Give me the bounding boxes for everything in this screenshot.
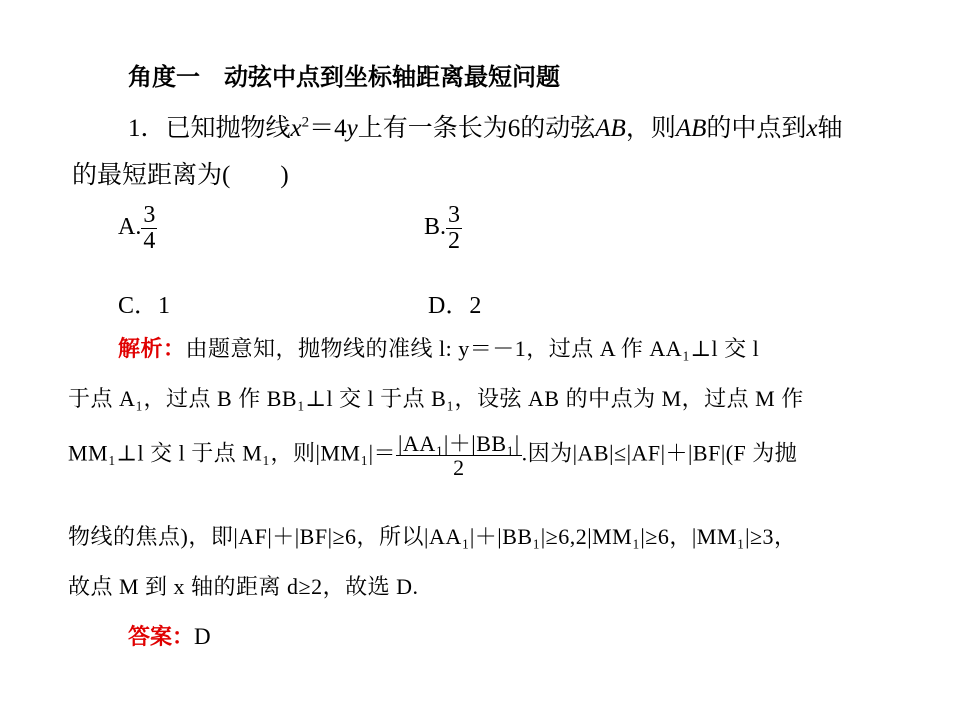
section-heading: 角度一 动弦中点到坐标轴距离最短问题 <box>128 63 560 91</box>
var-y: y <box>346 115 358 142</box>
solution-line-5: 故点 M 到 x 轴的距离 d≥2，故选 D. <box>68 574 419 599</box>
denominator: 2 <box>453 455 465 481</box>
option-d: D．2 <box>428 293 482 319</box>
var-x: x <box>806 115 818 142</box>
solution-line-2: 于点 A₁，过点 B 作 BB₁⊥l 交 l 于点 B₁，设弦 AB 的中点为 M，过点 M 作 <box>68 386 804 411</box>
question-text: 的中点到 <box>706 115 807 142</box>
answer-line <box>128 620 211 651</box>
question-line-1 <box>128 108 843 144</box>
option-a-label: A. <box>118 214 142 241</box>
question-text: 1．已知抛物线 <box>128 115 291 142</box>
denominator: 4 <box>143 228 156 255</box>
denominator: 2 <box>448 228 461 255</box>
solution-label: 解析： <box>118 337 186 362</box>
option-b-label: B. <box>424 214 447 241</box>
option-a <box>118 203 157 254</box>
solution-text: 由题意知，抛物线的准线 l: y＝－1，过点 A 作 AA₁⊥l 交 l <box>185 336 760 361</box>
option-b <box>424 203 462 254</box>
question-line-2: 的最短距离为( ) <box>72 162 289 189</box>
solution-text: MM₁⊥l 交 l 于点 M₁，则|MM₁|＝ <box>68 440 397 466</box>
question-text: 轴 <box>817 115 843 142</box>
exponent: 2 <box>301 114 310 131</box>
option-b-fraction <box>446 203 462 254</box>
numerator: 3 <box>448 202 461 228</box>
solution-line-1 <box>118 332 759 363</box>
question-text: 上有一条长为6的动弦 <box>357 115 596 142</box>
question-text: ＝4 <box>309 115 347 142</box>
solution-line-4: 物线的焦点)，即|AF|＋|BF|≥6，所以|AA₁|＋|BB₁|≥6,2|MM₁|≥6，|MM₁|≥3， <box>68 524 797 549</box>
solution-text: .因为|AB|≤|AF|＋|BF|(F 为抛 <box>521 440 798 466</box>
solution-line-3 <box>68 432 797 479</box>
option-a-fraction <box>141 203 157 254</box>
question-text: ，则 <box>625 115 676 142</box>
option-c: C．1 <box>118 293 171 319</box>
numerator: |AA₁|＋|BB₁| <box>398 431 520 456</box>
solution-fraction <box>396 432 522 479</box>
var-x: x <box>290 115 302 142</box>
answer-value: D <box>194 624 212 649</box>
var-AB: AB <box>595 115 626 142</box>
numerator: 3 <box>143 202 156 228</box>
answer-label: 答案： <box>128 625 195 650</box>
var-AB: AB <box>675 115 707 142</box>
